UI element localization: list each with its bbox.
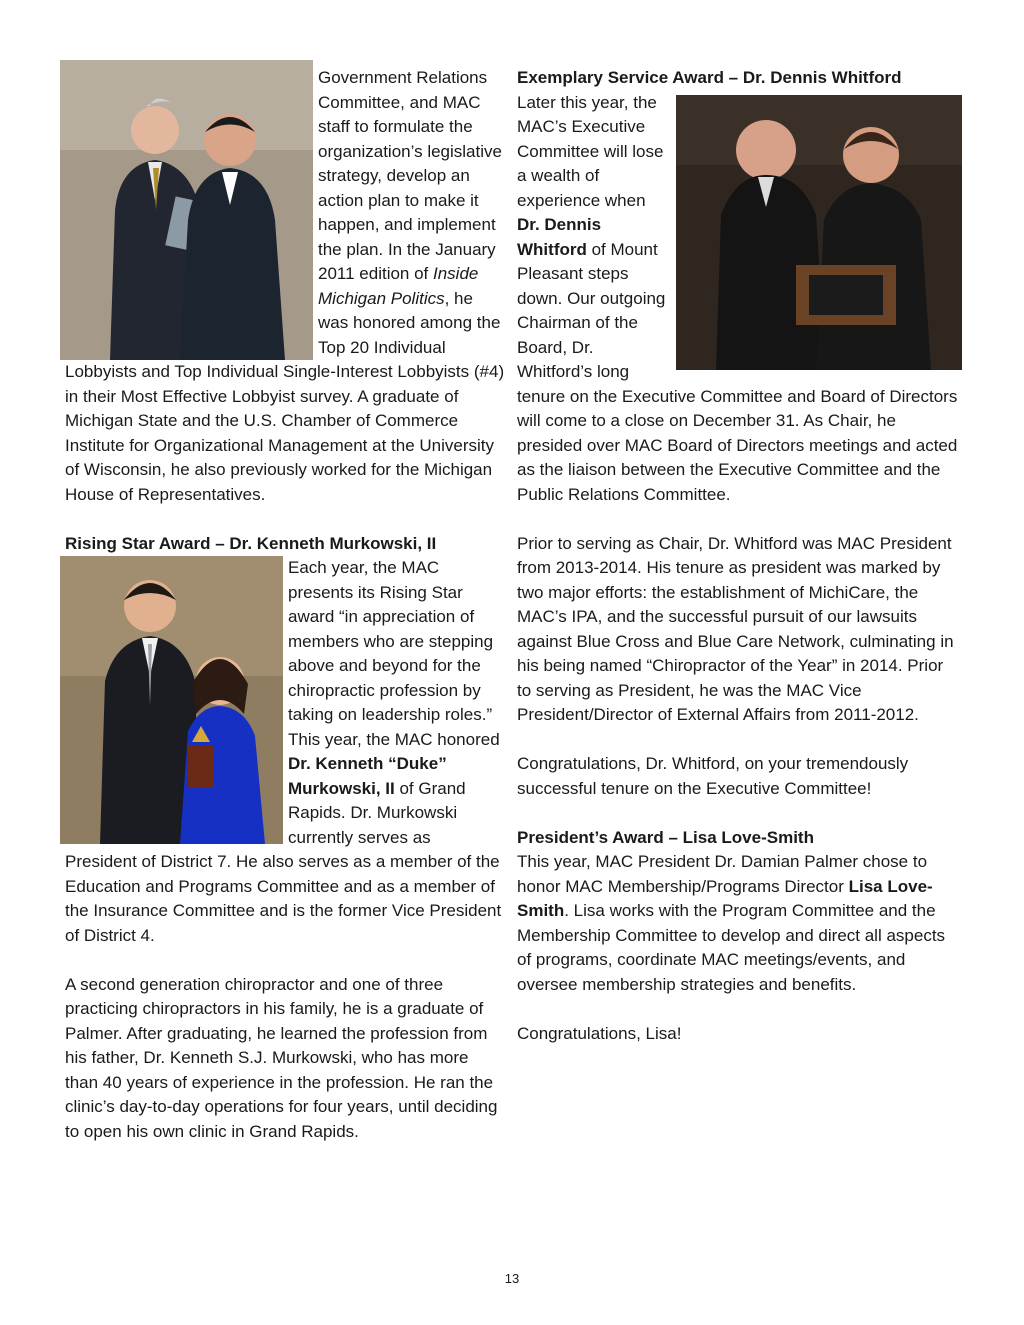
spacer xyxy=(65,948,505,973)
left-column xyxy=(65,66,505,1144)
spacer xyxy=(517,801,962,826)
presidents-award-heading: President’s Award – Lisa Love-Smith xyxy=(517,827,814,847)
presidents-paragraph-1: This year, MAC President Dr. Damian Palmer chose to honor MAC Membership/Programs Director Lisa Love-Smith. Lisa works with the Program Committee and the Membership Committee to develop and direct all aspects of programs, coordinate MAC meetings/events, and oversee membership strategies and benefits. xyxy=(517,852,946,994)
award-photo-lobbyist xyxy=(60,60,313,360)
rising-star-paragraph-2: A second generation chiropractor and one of three practicing chiropractors in his family, he is a graduate of Palmer. After graduating, he learned the profession from his father, Dr. Kenneth S.J. Murkowski, who has more than 40 years of experience in the profession. He ran the clinic’s day-to-day operations for four years, until deciding to open his own clinic in Grand Rapids. xyxy=(65,974,498,1141)
exemplary-service-heading: Exemplary Service Award – Dr. Dennis Whitford xyxy=(517,68,902,87)
spacer xyxy=(65,507,505,532)
exemplary-paragraph-3: Congratulations, Dr. Whitford, on your tremendously successful tenure on the Executive Committee! xyxy=(517,754,909,798)
rising-star-paragraph-1: Each year, the MAC presents its Rising Star award “in appreciation of members who are stepping above and beyond for the chiropractic profession by taking on leadership roles.” This year, the MAC honored Dr. Kenneth “Duke” Murkowski, II of Grand Rapids. Dr. Murkowski currently serves as President of District 7. He also serves as a member of the Education and Programs Committee and as a member of the Insurance Committee and is the former Vice President of District 4. xyxy=(65,558,502,945)
page-number: 13 xyxy=(504,1271,520,1286)
right-column xyxy=(517,66,962,1046)
rising-star-heading: Rising Star Award – Dr. Kenneth Murkowski, II xyxy=(65,533,437,553)
spacer xyxy=(517,728,962,753)
intro-paragraph: Government Relations Committee, and MAC staff to formulate the organization’s legislative strategy, develop an action plan to make it happen, and implement the plan. In the January 2011 edition of Inside Michigan Politics, he was honored among the Top 20 Individual Lobbyists and Top Individual Single-Interest Lobbyists (#4) in their Most Effective Lobbyist survey. A graduate of Michigan State and the U.S. Chamber of Commerce Institute for Organizational Management at the University of Wisconsin, he also previously worked for the Michigan House of Representatives. xyxy=(65,68,505,504)
award-photo-exemplary-service xyxy=(676,95,962,370)
award-photo-rising-star xyxy=(60,556,283,844)
exemplary-paragraph-2: Prior to serving as Chair, Dr. Whitford was MAC President from 2013-2014. His tenure as president was marked by two major efforts: the establishment of MichiCare, the MAC’s IPA, and the successful pursuit of our lawsuits against Blue Cross and Blue Care Network, culminating in his being named “Chiropractor of the Year” in 2014. Prior to serving as President, he was the MAC Vice President/Director of External Affairs from 2011-2012. xyxy=(517,533,954,724)
exemplary-paragraph-1: Later this year, the MAC’s Executive Committee will lose a wealth of experience when Dr. Dennis Whitford of Mount Pleasant steps down. Our outgoing Chairman of the Board, Dr. Whitford’s long tenure on the Executive Committee and Board of Directors will come to a close on December 31. As Chair, he presided over MAC Board of Directors meetings and acted as the liaison between the Executive Committee and the Public Relations Committee. xyxy=(517,92,958,504)
presidents-paragraph-2: Congratulations, Lisa! xyxy=(517,1023,682,1043)
spacer xyxy=(517,507,962,532)
spacer xyxy=(517,997,962,1022)
